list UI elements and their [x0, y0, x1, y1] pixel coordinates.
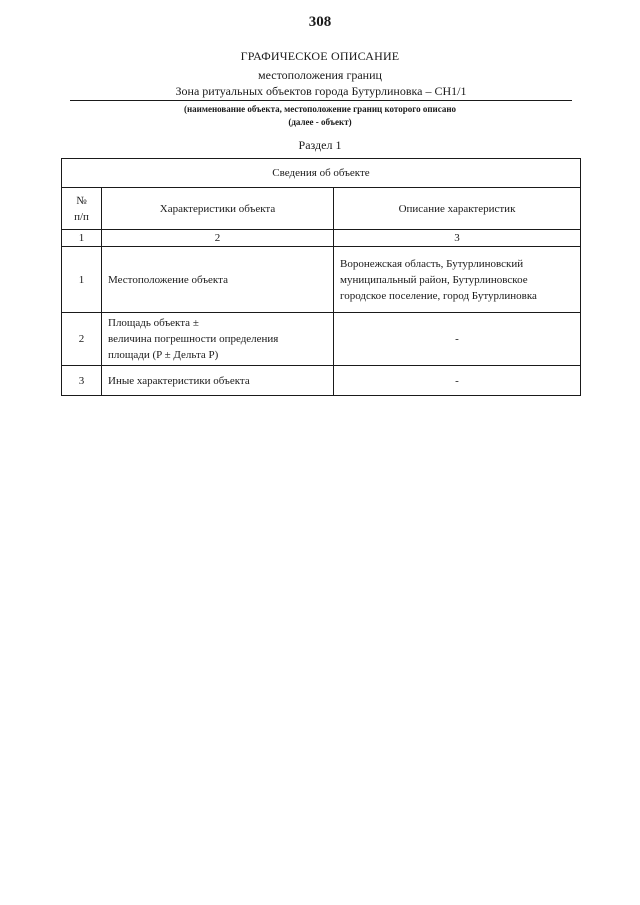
object-name-note	[0, 103, 640, 129]
row-characteristic	[102, 247, 334, 313]
characteristic-line: Местоположение объекта	[108, 273, 228, 286]
table-caption-row	[62, 159, 581, 188]
document-subtitle: местоположения границ	[258, 68, 382, 82]
row-description: -	[334, 313, 581, 366]
row-characteristic	[102, 313, 334, 366]
section-title: Раздел 1	[298, 138, 342, 152]
row-number: 3	[62, 366, 102, 396]
column-number: 3	[334, 230, 581, 247]
header-num-line-1: №	[76, 194, 87, 207]
row-number: 1	[62, 247, 102, 313]
table-caption: Сведения об объекте	[62, 159, 581, 188]
header-num-line-2: п/п	[74, 210, 89, 223]
column-number: 2	[102, 230, 334, 247]
header-num	[62, 188, 102, 230]
column-number: 1	[62, 230, 102, 247]
characteristic-line: Площадь объекта ±	[108, 317, 199, 329]
object-name: Зона ритуальных объектов города Бутурлиновка – СН1/1	[70, 84, 572, 101]
row-description: -	[334, 366, 581, 396]
document-title: ГРАФИЧЕСКОЕ ОПИСАНИЕ	[240, 49, 400, 63]
row-number: 2	[62, 313, 102, 366]
object-note-line-2: (далее - объект)	[288, 117, 352, 127]
object-info-table	[61, 158, 581, 396]
characteristic-line: Иные характеристики объекта	[108, 374, 250, 387]
page-number: 308	[308, 14, 332, 30]
description-line: Воронежская область, Бутурлиновский	[340, 257, 524, 270]
characteristic-line: площади (P ± Дельта P)	[108, 349, 219, 361]
object-note-line-1: (наименование объекта, местоположение границ которого описано	[183, 104, 457, 114]
table-row	[62, 313, 581, 366]
table-header-row	[62, 188, 581, 230]
description-line: городское поселение, город Бутурлиновка	[340, 289, 537, 302]
row-characteristic	[102, 366, 334, 396]
table-row	[62, 247, 581, 313]
characteristic-line: величина погрешности определения	[108, 333, 279, 345]
header-characteristics: Характеристики объекта	[102, 188, 334, 230]
table-row	[62, 366, 581, 396]
column-numbers-row	[62, 230, 581, 247]
description-line: муниципальный район, Бутурлиновское	[340, 273, 528, 286]
header-description: Описание характеристик	[334, 188, 581, 230]
row-description	[334, 247, 581, 313]
